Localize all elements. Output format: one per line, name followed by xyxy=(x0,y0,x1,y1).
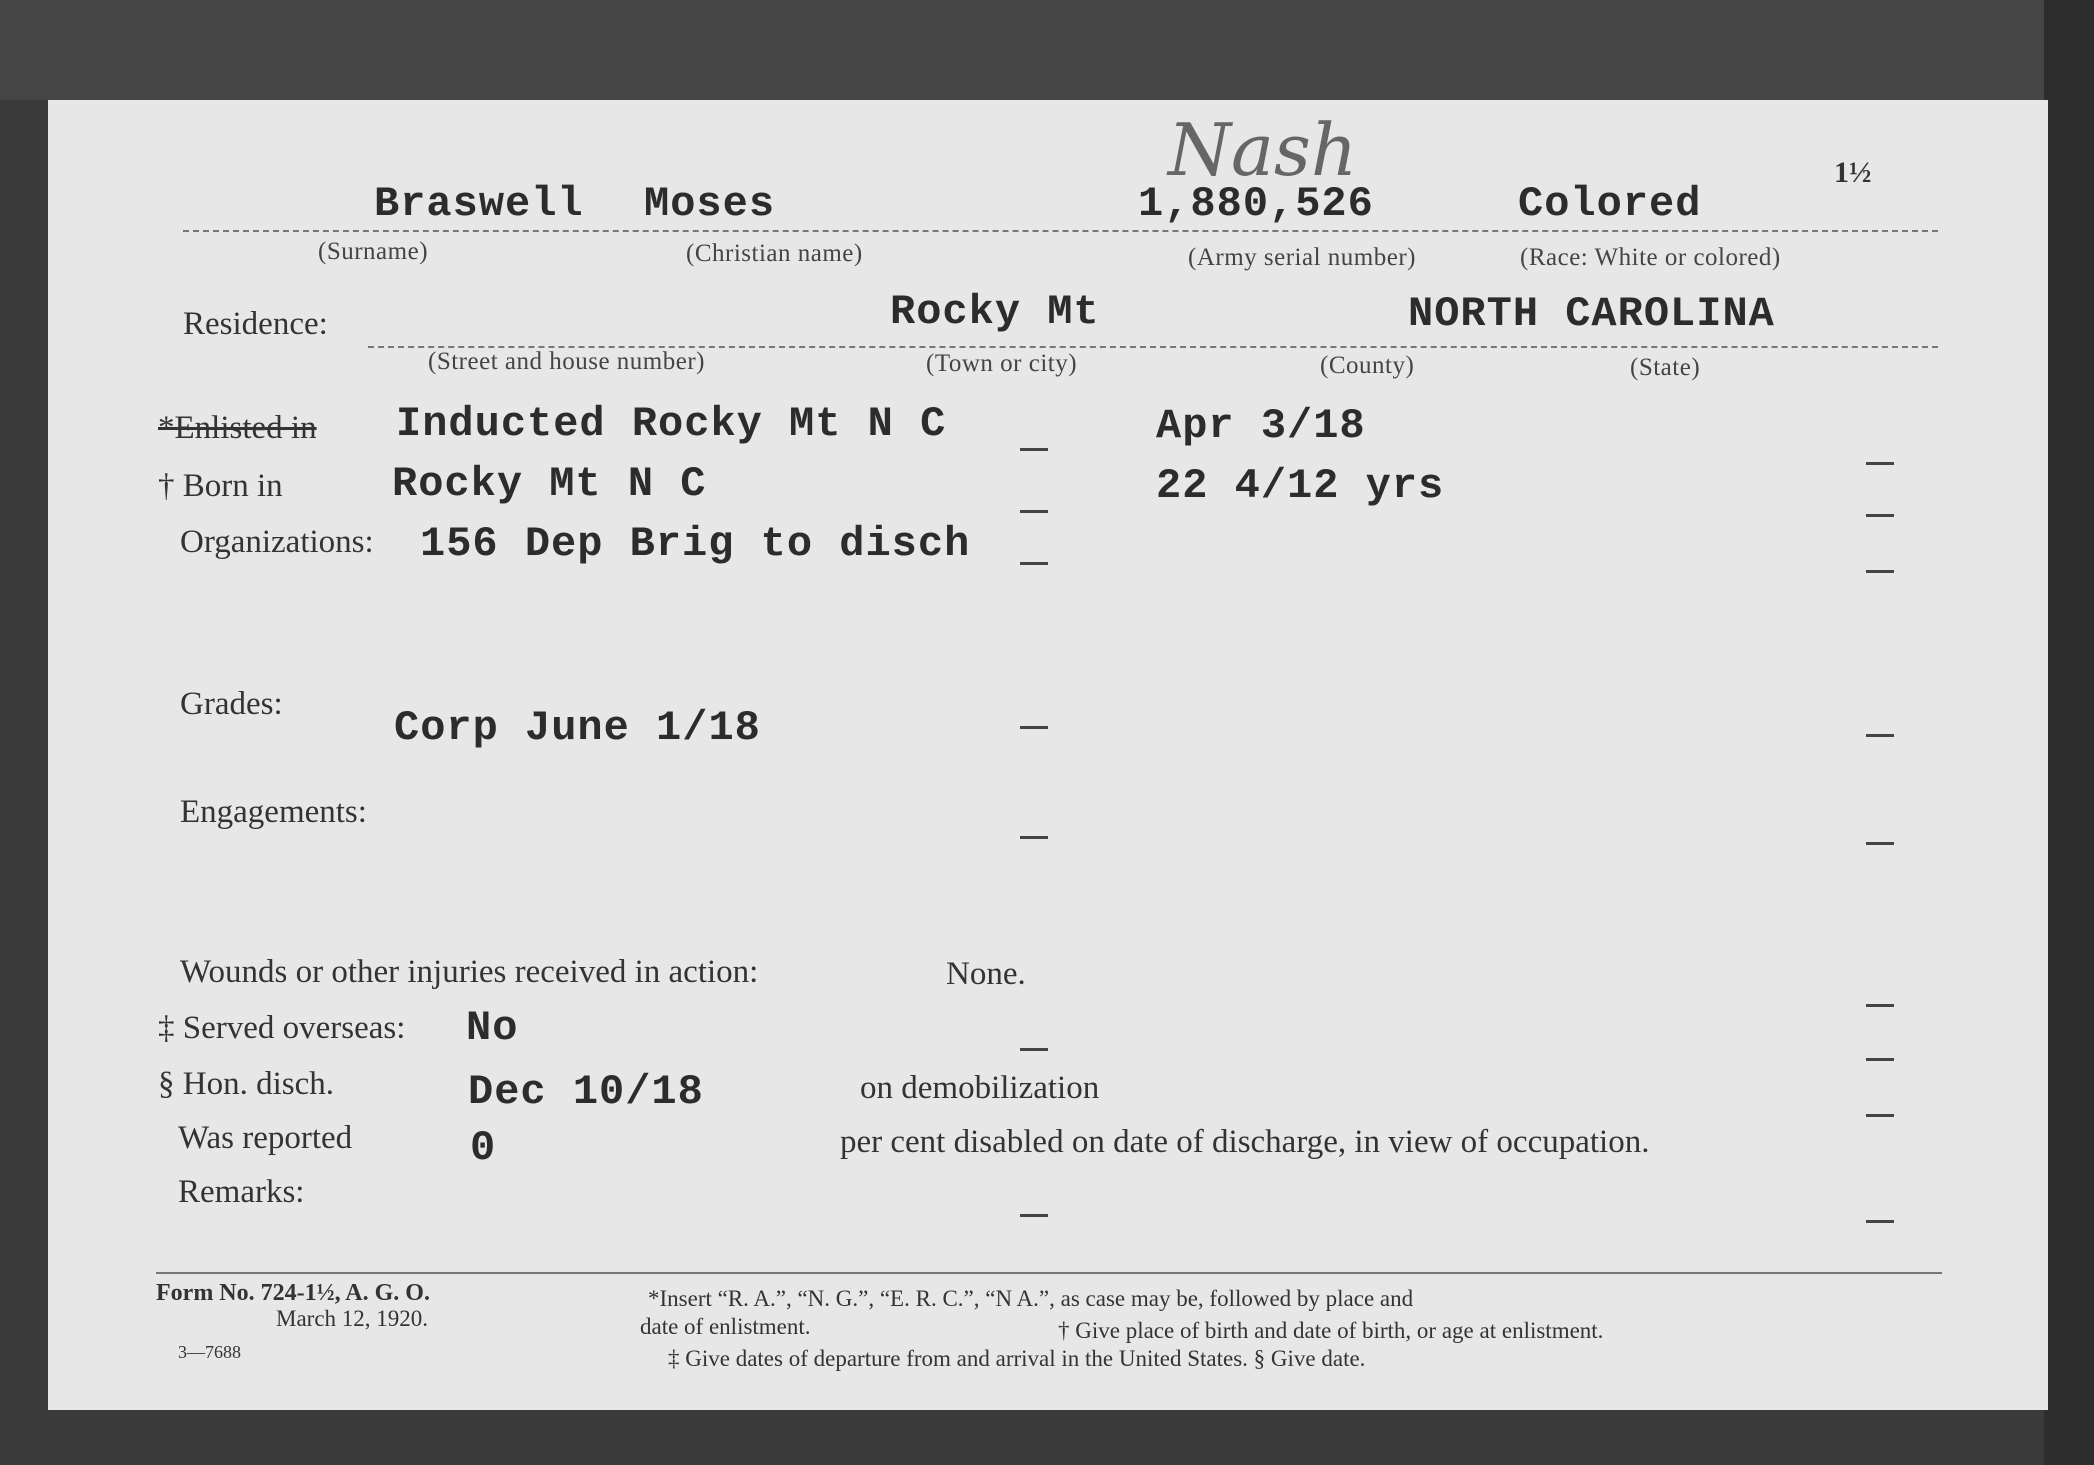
footnote-line-2b: † Give place of birth and date of birth, or age at enlistment. xyxy=(1058,1318,1604,1343)
caption-state: (State) xyxy=(1630,354,1701,381)
reported-suffix: per cent disabled on date of discharge, in view of occupation. xyxy=(840,1124,1650,1160)
born-right-dash xyxy=(1866,514,1894,517)
name-dotted-line xyxy=(183,230,1938,232)
enlisted-date-value: Apr 3/18 xyxy=(1156,402,1366,450)
born-value: Rocky Mt N C xyxy=(392,460,707,508)
wounds-right-dash xyxy=(1866,1004,1894,1007)
surname-value: Braswell xyxy=(374,180,584,228)
caption-surname: (Surname) xyxy=(318,238,429,265)
organizations-right-dash xyxy=(1866,570,1894,573)
wounds-value: None. xyxy=(946,956,1026,992)
hon-disch-suffix: on demobilization xyxy=(860,1070,1100,1106)
engagements-right-dash xyxy=(1866,842,1894,845)
hon-disch-right-dash xyxy=(1866,1114,1894,1117)
footnote-line-1: *Insert “R. A.”, “N. G.”, “E. R. C.”, “N A.”, as case may be, followed by place and xyxy=(648,1286,1414,1311)
grades-dash xyxy=(1020,726,1048,729)
hon-disch-value: Dec 10/18 xyxy=(468,1068,704,1116)
wounds-label: Wounds or other injuries received in action: xyxy=(180,954,759,990)
caption-race: (Race: White or colored) xyxy=(1520,244,1781,271)
organizations-label: Organizations: xyxy=(180,524,374,560)
grades-value: Corp June 1/18 xyxy=(394,704,761,752)
remarks-dash xyxy=(1020,1214,1048,1217)
race-value: Colored xyxy=(1518,180,1702,228)
born-label: † Born in xyxy=(158,468,283,504)
age-value: 22 4/12 yrs xyxy=(1156,462,1445,510)
card-number: 1½ xyxy=(1834,156,1872,189)
remarks-right-dash xyxy=(1866,1220,1894,1223)
residence-state-value: NORTH CAROLINA xyxy=(1408,290,1775,338)
organizations-value: 156 Dep Brig to disch xyxy=(420,520,971,568)
reported-value: 0 xyxy=(470,1124,497,1172)
caption-serial-number: (Army serial number) xyxy=(1188,244,1416,271)
grades-right-dash xyxy=(1866,734,1894,737)
enlisted-value: Inducted Rocky Mt N C xyxy=(396,400,947,448)
enlisted-right-dash xyxy=(1866,462,1894,465)
form-number: Form No. 724-1½, A. G. O. xyxy=(156,1280,430,1306)
engagements-label: Engagements: xyxy=(180,794,367,830)
hon-disch-label: § Hon. disch. xyxy=(158,1066,334,1102)
served-overseas-label: ‡ Served overseas: xyxy=(158,1010,406,1046)
born-dash xyxy=(1020,510,1048,513)
footnote-line-2a: date of enlistment. xyxy=(640,1314,811,1339)
remarks-label: Remarks: xyxy=(178,1174,305,1210)
residence-label: Residence: xyxy=(183,306,328,342)
residence-town-value: Rocky Mt xyxy=(890,288,1100,336)
scan-background-right xyxy=(2044,0,2094,1465)
served-overseas-value: No xyxy=(466,1004,519,1052)
grades-label: Grades: xyxy=(180,686,283,722)
handwritten-county: Nash xyxy=(1168,108,1358,192)
caption-town: (Town or city) xyxy=(926,350,1078,377)
scan-background-top xyxy=(0,0,2094,100)
enlisted-label: *Enlisted in xyxy=(158,410,317,446)
engagements-dash xyxy=(1020,836,1048,839)
christian-name-value: Moses xyxy=(644,180,776,228)
print-code: 3—7688 xyxy=(178,1342,241,1362)
footnote-line-3: ‡ Give dates of departure from and arrival in the United States. § Give date. xyxy=(668,1346,1366,1371)
caption-county: (County) xyxy=(1320,352,1415,379)
reported-label: Was reported xyxy=(178,1120,353,1156)
overseas-right-dash xyxy=(1866,1058,1894,1061)
caption-christian-name: (Christian name) xyxy=(686,240,863,267)
organizations-dash xyxy=(1020,562,1048,565)
service-record-card xyxy=(48,100,2048,1410)
overseas-dash xyxy=(1020,1048,1048,1051)
serial-number-value: 1,880,526 xyxy=(1138,180,1374,228)
form-date: March 12, 1920. xyxy=(276,1306,429,1331)
caption-street: (Street and house number) xyxy=(428,348,706,375)
footer-rule xyxy=(156,1272,1942,1274)
enlisted-dash xyxy=(1020,448,1048,451)
